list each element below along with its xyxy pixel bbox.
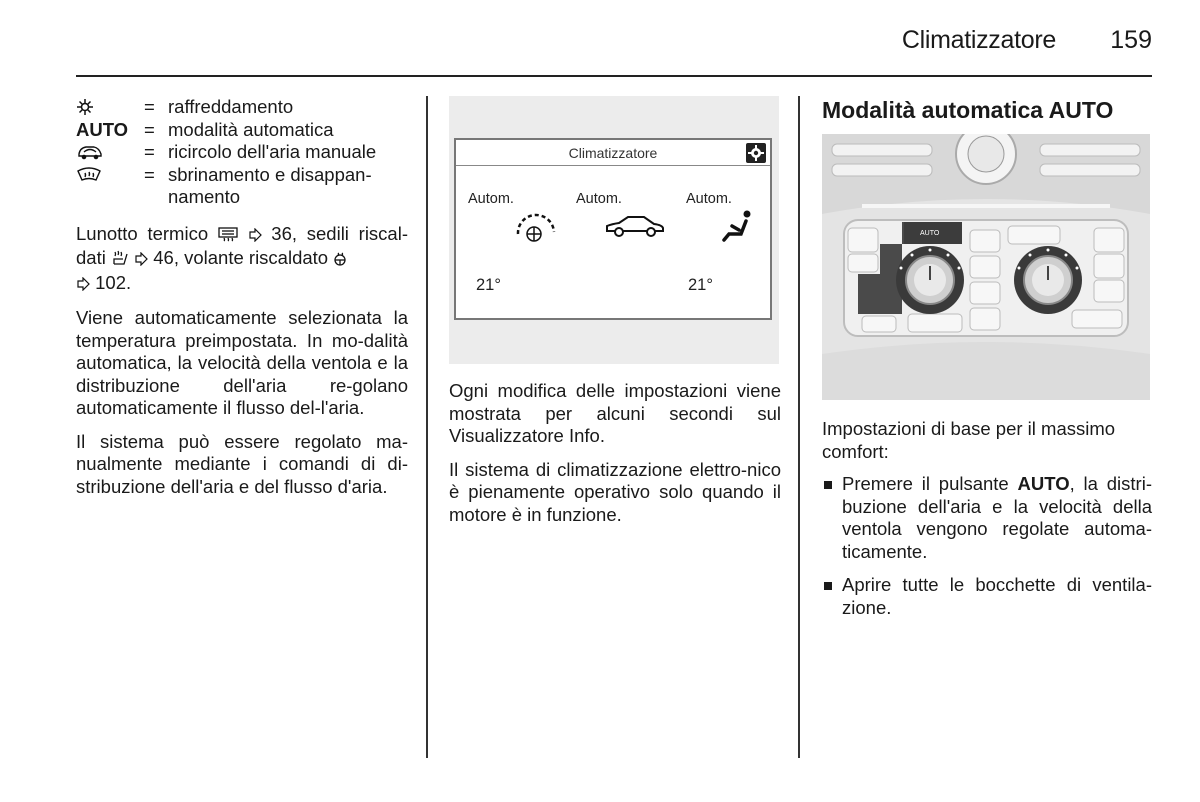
panel-auto-label: AUTO: [920, 230, 940, 237]
display-temp-left: 21°: [476, 276, 501, 294]
climate-panel-illustration: [822, 134, 1150, 400]
paragraph-engine-running: Il sistema di climatizzazione elettro-nico è pienamente operativo solo quando il motore è in funzione.: [449, 458, 781, 525]
display-title-bar: [456, 140, 770, 166]
page-reference-arrow-icon: [248, 225, 262, 248]
list-item: [822, 473, 1152, 563]
legend-equals: =: [144, 163, 155, 185]
snowflake-icon: [76, 96, 144, 119]
display-label-distribution: Autom.: [576, 191, 622, 207]
car-distribution-icon: [604, 214, 666, 240]
legend-equals: =: [144, 96, 155, 117]
info-display-screen: [454, 138, 772, 320]
header-rule: [76, 75, 1152, 77]
text-run: 36, sedili riscal-dati: [76, 222, 408, 268]
display-temp-right: 21°: [688, 276, 713, 294]
recirculation-icon: [76, 141, 144, 164]
settings-list: [822, 473, 1152, 619]
display-title: Climatizzatore: [568, 145, 658, 161]
column-divider: [426, 96, 428, 758]
display-label-fan: Autom.: [468, 191, 514, 207]
page-reference-arrow-icon: [134, 249, 148, 272]
legend-equals: =: [144, 118, 155, 140]
legend-equals: =: [144, 141, 155, 162]
section-heading: Modalità automatica AUTO: [822, 97, 1114, 123]
text-bold: AUTO: [1017, 473, 1070, 494]
column-middle: [449, 380, 781, 526]
legend-text-cooling: raffreddamento: [168, 96, 294, 117]
paragraph-manual-control: Il sistema può essere regolato ma-nualmente mediante i comandi di di-stribuzione dell'aria e del flusso d'aria.: [76, 430, 408, 497]
column-right: [822, 96, 1152, 134]
heated-seat-icon: [111, 249, 129, 272]
text-run: 46, volante riscaldato: [148, 247, 334, 268]
climate-control-panel-figure: [822, 134, 1150, 400]
paragraph-references: [76, 223, 408, 297]
text-run: Lunotto termico: [76, 222, 218, 244]
column-divider: [798, 96, 800, 758]
paragraph-info-display: Ogni modifica delle impostazioni viene mostrata per alcuni secondi sul Visualizzatore Info.: [449, 380, 781, 446]
symbol-legend: [76, 96, 408, 209]
page-reference-arrow-icon: [76, 274, 90, 297]
legend-text-auto: modalità automatica: [168, 118, 334, 140]
column-right-text: [822, 418, 1152, 630]
text-run: Premere il pulsante: [842, 473, 1018, 494]
column-left: [76, 96, 408, 498]
page-header-title: Climatizzatore: [901, 26, 1056, 54]
page-number: 159: [1110, 26, 1152, 54]
fan-speed-icon: [512, 210, 560, 244]
text-run: Aprire tutte le bocchette di ventila-zione.: [842, 574, 1152, 618]
legend-symbol-auto: AUTO: [76, 118, 129, 140]
heated-steering-wheel-icon: [333, 249, 347, 272]
text-run: , la distri-buzione dell'aria e la velocità della ventola vengono regolate automa-ticamente.: [842, 473, 1152, 562]
paragraph-basic-settings: Impostazioni di base per il massimo comfort:: [822, 418, 1116, 462]
paragraph-auto-mode: Viene automaticamente selezionata la temperatura preimpostata. In mo-dalità automatica, la velocità della ventola e la distribuzione dell'aria re-golano automaticamente il flusso del-l'aria.: [76, 307, 408, 418]
info-display-figure: [449, 96, 779, 364]
windshield-defrost-icon: [76, 164, 144, 187]
text-run: 102.: [90, 271, 132, 293]
display-label-airflow: Autom.: [686, 191, 732, 207]
legend-text-recirculation: ricircolo dell'aria manuale: [168, 141, 377, 162]
settings-icon: [746, 143, 766, 163]
air-distribution-person-icon: [720, 208, 756, 244]
list-item: [822, 574, 1152, 619]
legend-text-defrost: sbrinamento e disappan-namento: [168, 163, 372, 207]
rear-window-heating-icon: [218, 225, 238, 248]
